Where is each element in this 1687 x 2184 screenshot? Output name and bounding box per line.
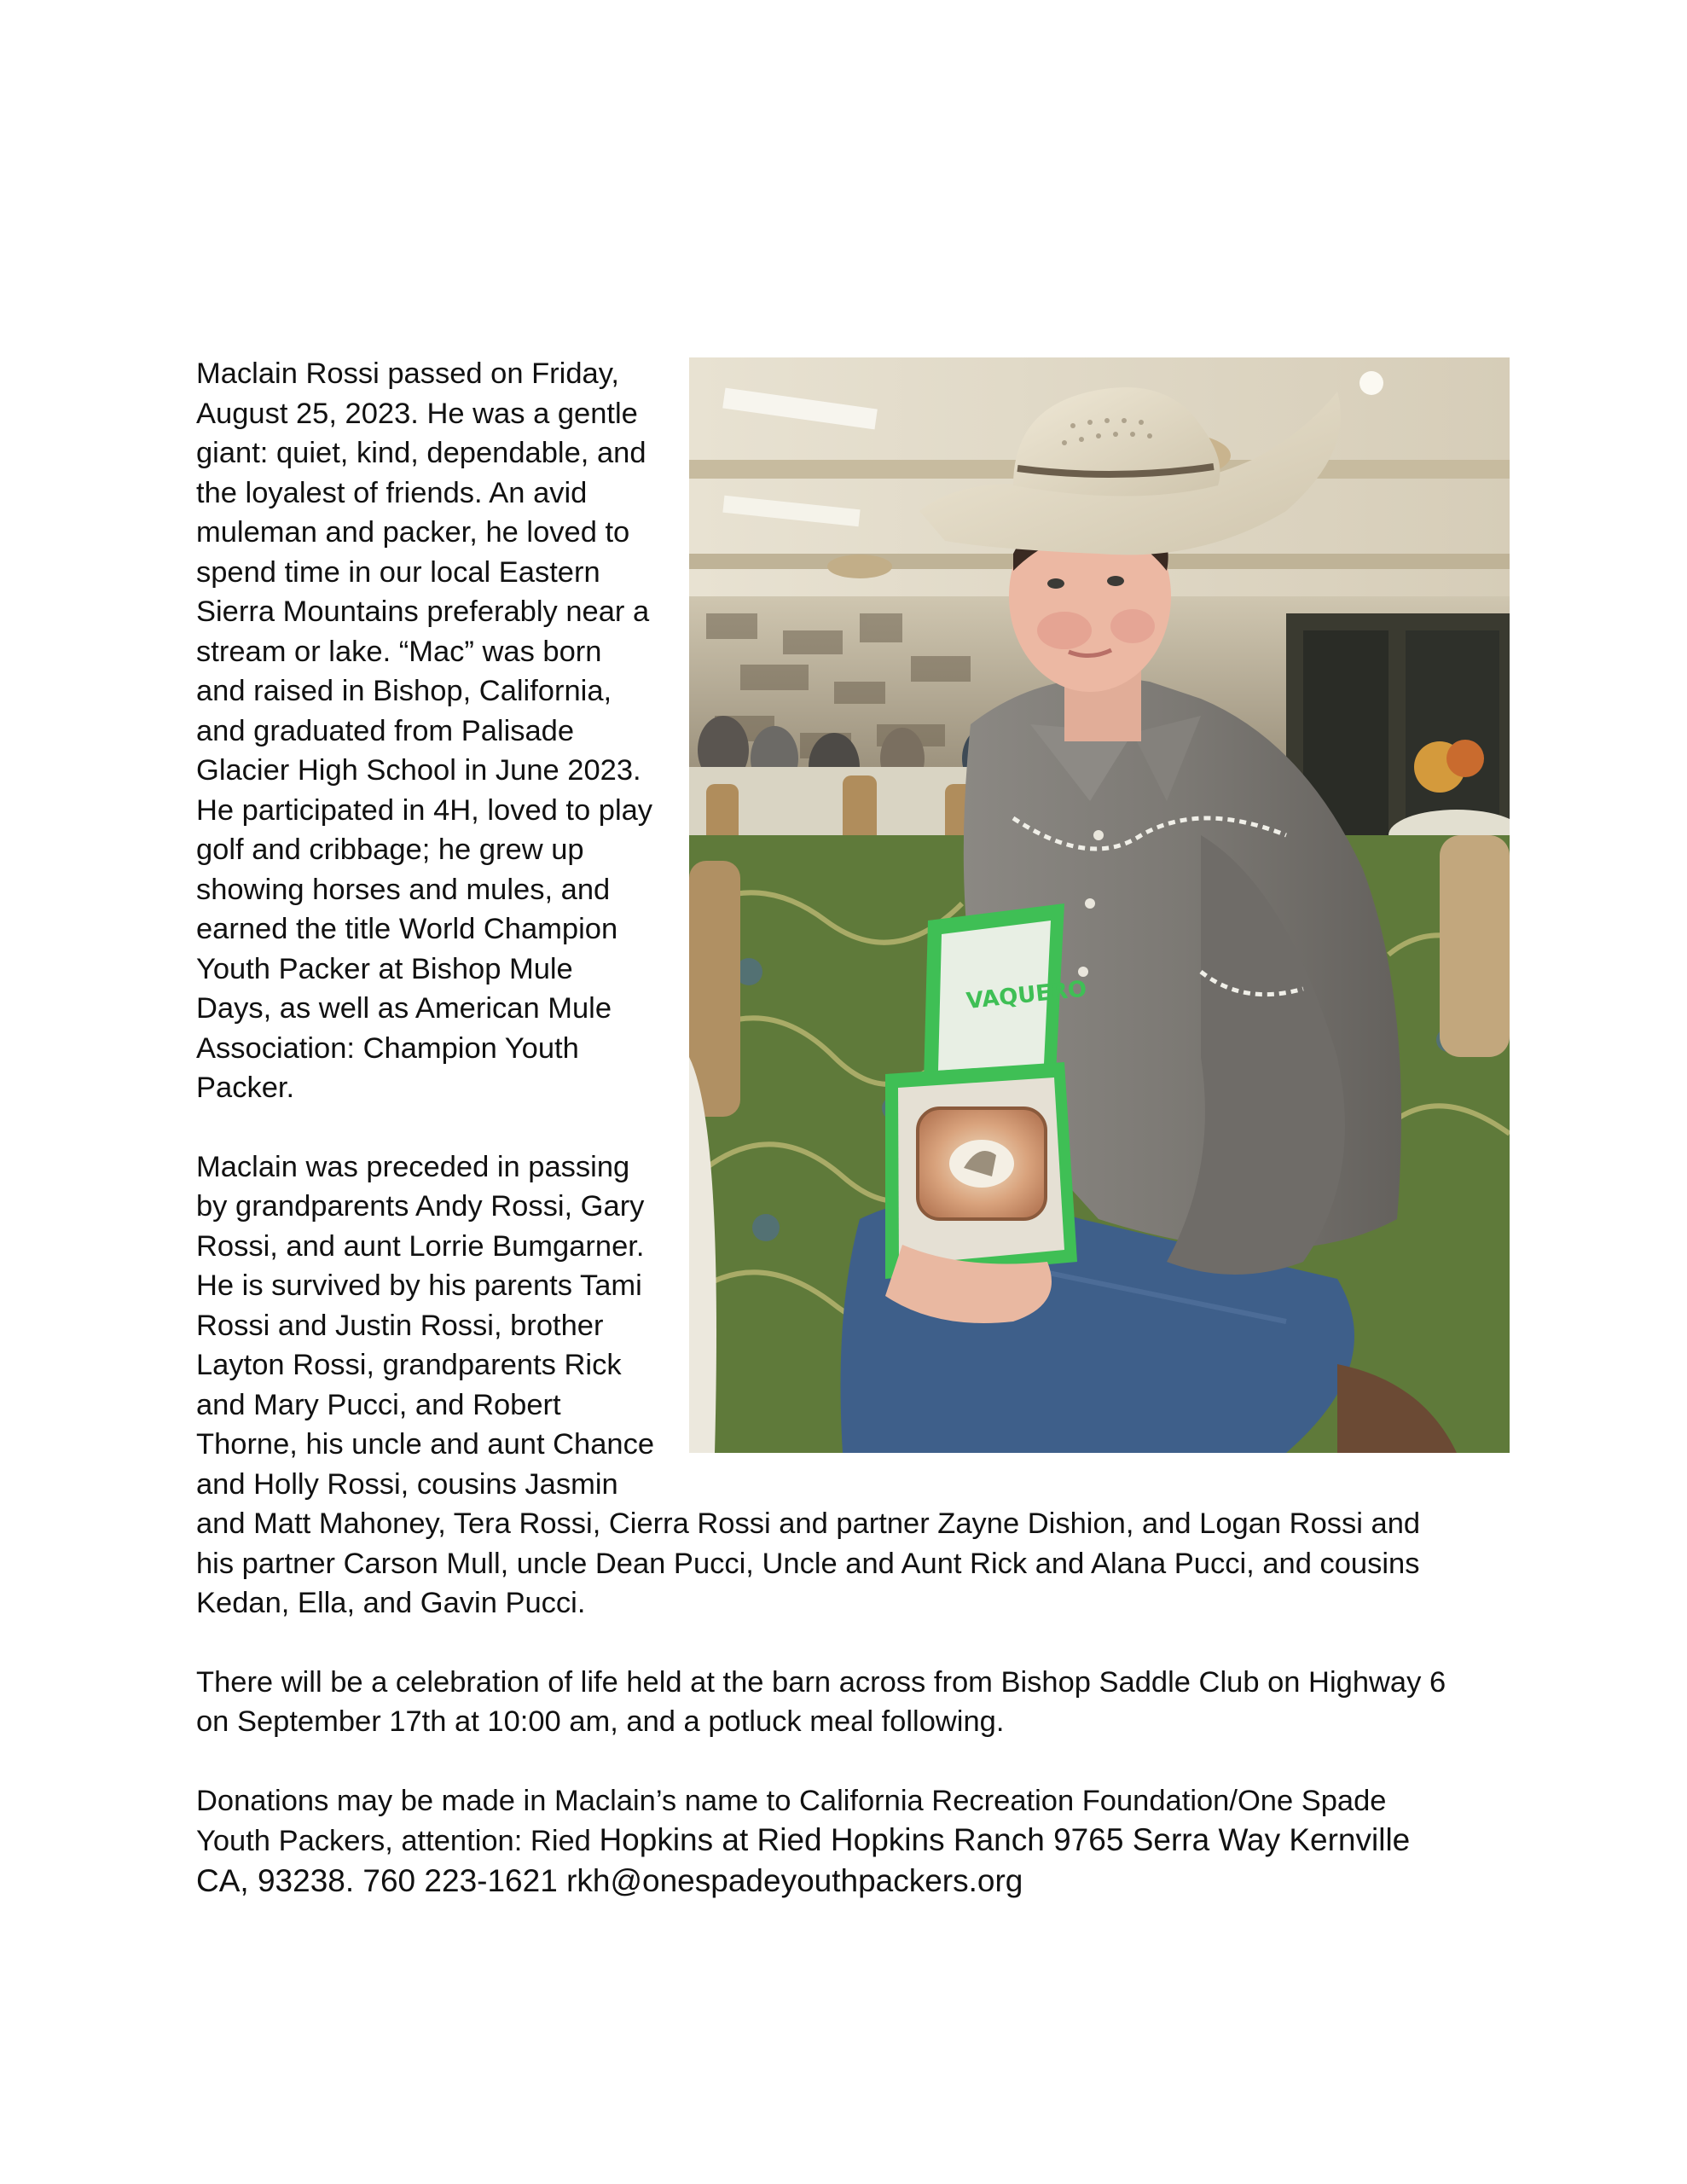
text-line: Packer. bbox=[196, 1072, 295, 1104]
text-line: There will be a celebration of life held at the barn across from Bishop Saddle Club on Highway 6 bbox=[196, 1665, 1446, 1699]
text-line: Thorne, his uncle and aunt Chance bbox=[196, 1428, 655, 1461]
text-line: and Holly Rossi, cousins Jasmin bbox=[196, 1467, 618, 1501]
donations-contact-line: CA, 93238. 760 223-1621 rkh@onespadeyouthpackers.org bbox=[196, 1862, 1023, 1898]
text-line: on September 17th at 10:00 am, and a potluck meal following. bbox=[196, 1705, 1005, 1738]
text-line: August 25, 2023. He was a gentle bbox=[196, 397, 638, 430]
text-line: muleman and packer, he loved to bbox=[196, 516, 630, 549]
box-logo-text: VAQUERO bbox=[965, 976, 1088, 1015]
text-line: and Mary Pucci, and Robert bbox=[196, 1388, 561, 1421]
text-line: showing horses and mules, and bbox=[196, 873, 611, 906]
donations-line2-start: Youth Packers, attention: Ried bbox=[196, 1825, 600, 1857]
donations-line2-end: Hopkins at Ried Hopkins Ranch 9765 Serra Way Kernville bbox=[599, 1822, 1411, 1857]
text-line: Glacier High School in June 2023. bbox=[196, 754, 641, 787]
text-line: spend time in our local Eastern bbox=[196, 555, 600, 589]
memorial-photo-image bbox=[689, 357, 1510, 1453]
text-line: and Matt Mahoney, Tera Rossi, Cierra Rossi and partner Zayne Dishion, and Logan Rossi and bbox=[196, 1507, 1421, 1540]
text-line: Association: Champion Youth bbox=[196, 1031, 579, 1065]
text-line: He participated in 4H, loved to play bbox=[196, 793, 653, 827]
text-line: by grandparents Andy Rossi, Gary bbox=[196, 1190, 645, 1223]
text-line: Sierra Mountains preferably near a bbox=[196, 595, 650, 628]
text-line: Rossi and Justin Rossi, brother bbox=[196, 1309, 604, 1342]
paragraph-donations bbox=[196, 1781, 1510, 1902]
text-line: giant: quiet, kind, dependable, and bbox=[196, 437, 646, 469]
text-line: Donations may be made in Maclain’s name to California Recreation Foundation/One Spade bbox=[196, 1784, 1387, 1817]
memorial-photo bbox=[689, 357, 1510, 1453]
text-line: and graduated from Palisade bbox=[196, 714, 575, 747]
obituary-document bbox=[196, 354, 1510, 1901]
text-line: stream or lake. “Mac” was born bbox=[196, 635, 602, 668]
text-line: Youth Packer at Bishop Mule bbox=[196, 952, 573, 985]
text-line bbox=[196, 1821, 1510, 1862]
text-line: Maclain Rossi passed on Friday, bbox=[196, 357, 619, 390]
text-line: Days, as well as American Mule bbox=[196, 992, 612, 1025]
text-line: golf and cribbage; he grew up bbox=[196, 834, 584, 866]
text-line: Kedan, Ella, and Gavin Pucci. bbox=[196, 1587, 586, 1619]
text-line: the loyalest of friends. An avid bbox=[196, 476, 588, 509]
text-line: Rossi, and aunt Lorrie Bumgarner. bbox=[196, 1229, 645, 1263]
text-line: and raised in Bishop, California, bbox=[196, 675, 612, 707]
text-line: his partner Carson Mull, uncle Dean Pucci, Uncle and Aunt Rick and Alana Pucci, and cousins bbox=[196, 1547, 1420, 1580]
text-line: earned the title World Champion bbox=[196, 913, 618, 945]
text-line: He is survived by his parents Tami bbox=[196, 1269, 642, 1302]
paragraph-celebration bbox=[196, 1663, 1510, 1742]
text-line: Layton Rossi, grandparents Rick bbox=[196, 1349, 622, 1381]
text-line: Maclain was preceded in passing bbox=[196, 1150, 630, 1183]
